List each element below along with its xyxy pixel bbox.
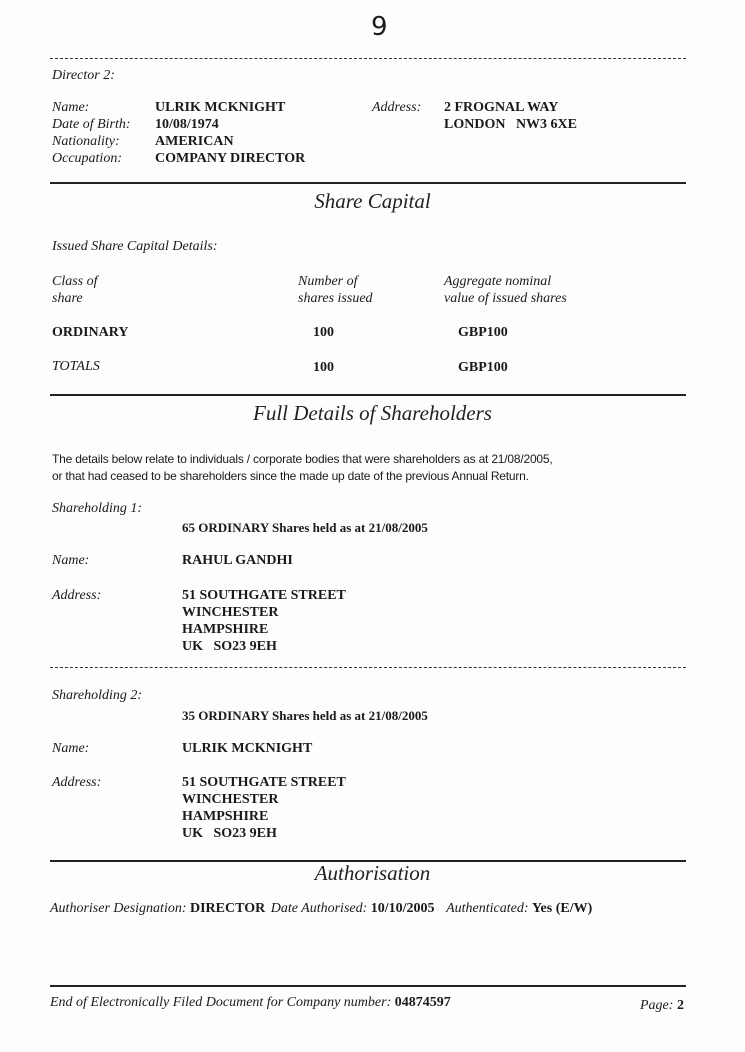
shareholders-title: Full Details of Shareholders <box>253 401 492 425</box>
authenticated-value: Yes (E/W) <box>531 901 593 916</box>
footer-text-line <box>50 995 451 1011</box>
col-number-line1: Number of <box>298 274 358 289</box>
shareholding-2-address-label: Address: <box>52 775 102 790</box>
totals-number: 100 <box>313 360 334 375</box>
shareholding-2-name: ULRIK MCKNIGHT <box>182 741 313 756</box>
shareholders-intro-line2: or that had ceased to be shareholders since the made up date of the previous Annual Return. <box>52 469 529 483</box>
shareholding-2-label: Shareholding 2: <box>52 688 143 703</box>
col-number-line2: shares issued <box>298 291 373 306</box>
director-heading: Director 2: <box>52 68 115 83</box>
authenticated-label: Authenticated: <box>446 901 529 916</box>
director-address-line1: 2 FROGNAL WAY <box>444 100 559 115</box>
shareholding-1-label: Shareholding 1: <box>52 501 143 516</box>
footer-page <box>640 998 684 1014</box>
shareholding-1-name: RAHUL GANDHI <box>182 553 293 568</box>
issued-share-capital-label: Issued Share Capital Details: <box>52 239 218 254</box>
footer-text: End of Electronically Filed Document for Company number: <box>50 995 392 1010</box>
authorisation-line <box>50 901 592 917</box>
row-class: ORDINARY <box>52 325 129 340</box>
shareholding-2-address-line3: HAMPSHIRE <box>182 809 269 824</box>
director-name: ULRIK MCKNIGHT <box>155 100 286 115</box>
shareholding-1-address-line2: WINCHESTER <box>182 605 279 620</box>
shareholding-2-address-line1: 51 SOUTHGATE STREET <box>182 775 346 790</box>
totals-label: TOTALS <box>52 359 100 374</box>
director-dob: 10/08/1974 <box>155 117 219 132</box>
col-class-line1: Class of <box>52 274 98 289</box>
shareholding-1-address-line4: UK SO23 9EH <box>182 639 277 654</box>
footer-company-number: 04874597 <box>394 995 451 1010</box>
top-dashed-divider <box>50 58 686 59</box>
director-occupation-label: Occupation: <box>52 151 122 166</box>
shareholders-intro-line1: The details below relate to individuals / corporate bodies that were shareholders as at 21/08/2005, <box>52 452 553 466</box>
director-address-line2: LONDON NW3 6XE <box>444 117 578 132</box>
col-value-line2: value of issued shares <box>444 291 567 306</box>
share-capital-rule <box>50 182 686 184</box>
shareholding-2-address-line2: WINCHESTER <box>182 792 279 807</box>
director-nationality: AMERICAN <box>155 134 234 149</box>
col-value-line1: Aggregate nominal <box>444 274 552 289</box>
date-authorised-label: Date Authorised: <box>270 901 368 916</box>
totals-value: GBP100 <box>458 360 508 375</box>
shareholding-1-address-line3: HAMPSHIRE <box>182 622 269 637</box>
handwritten-page-mark: 9 <box>371 12 388 42</box>
shareholding-2-shares: 35 ORDINARY Shares held as at 21/08/2005 <box>182 708 428 723</box>
shareholding-1-address-line1: 51 SOUTHGATE STREET <box>182 588 346 603</box>
director-name-label: Name: <box>52 100 90 115</box>
director-nationality-label: Nationality: <box>52 134 120 149</box>
authoriser-designation-label: Authoriser Designation: <box>50 901 187 916</box>
shareholding-2-address-line4: UK SO23 9EH <box>182 826 277 841</box>
footer-page-number: 2 <box>676 998 684 1013</box>
shareholding-1-shares: 65 ORDINARY Shares held as at 21/08/2005 <box>182 520 428 535</box>
footer-rule <box>50 985 686 987</box>
authoriser-designation: DIRECTOR <box>190 901 266 916</box>
row-number: 100 <box>313 325 334 340</box>
col-class-line2: share <box>52 291 83 306</box>
shareholding-dashed-divider <box>50 667 686 668</box>
director-occupation: COMPANY DIRECTOR <box>155 151 306 166</box>
footer-page-label: Page: <box>640 998 674 1013</box>
shareholding-2-name-label: Name: <box>52 741 90 756</box>
shareholding-1-name-label: Name: <box>52 553 90 568</box>
authorisation-title: Authorisation <box>314 861 431 885</box>
director-address-label: Address: <box>372 100 422 115</box>
director-dob-label: Date of Birth: <box>52 117 131 132</box>
shareholders-rule <box>50 394 686 396</box>
share-capital-title: Share Capital <box>314 189 431 213</box>
row-value: GBP100 <box>458 325 508 340</box>
date-authorised: 10/10/2005 <box>370 901 435 916</box>
shareholding-1-address-label: Address: <box>52 588 102 603</box>
